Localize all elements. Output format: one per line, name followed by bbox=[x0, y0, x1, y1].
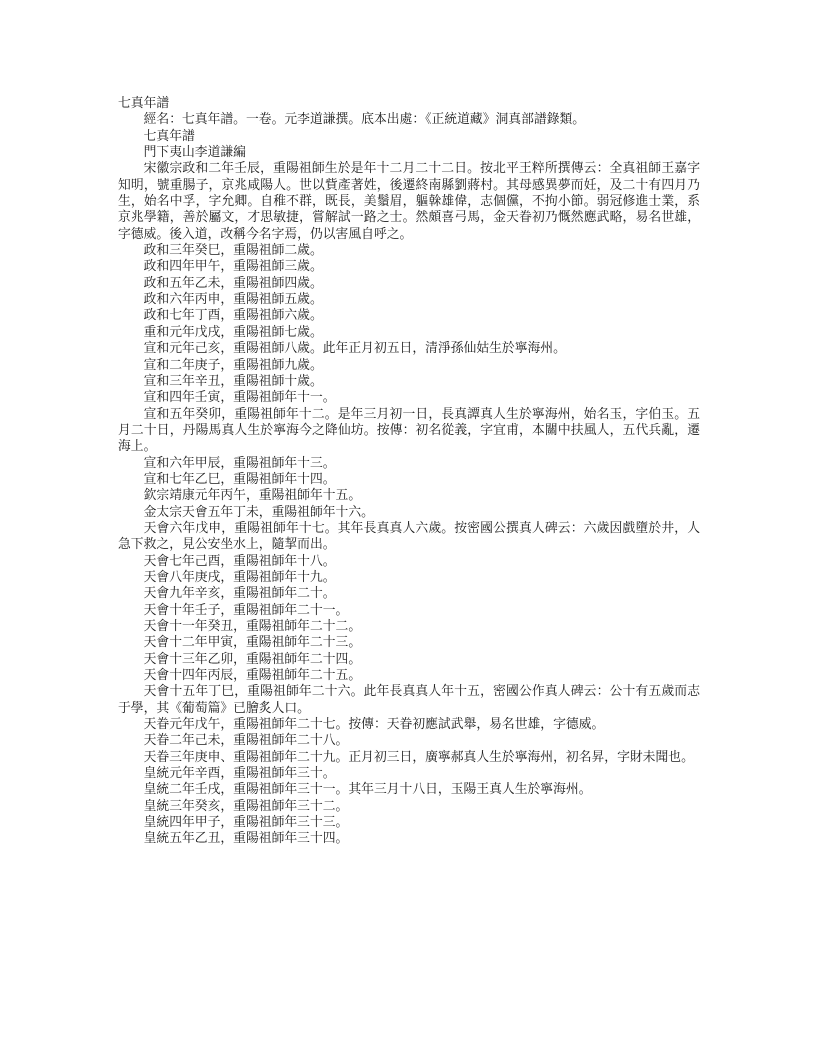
entry-tianhui-13: 天會十三年乙卯，重陽祖師年二十四。 bbox=[143, 651, 362, 667]
entry-huangtong-4: 皇統四年甲子，重陽祖師年三十三。 bbox=[143, 815, 349, 831]
entry-huangtong-5: 皇統五年乙丑，重陽祖師年三十四。 bbox=[143, 831, 349, 847]
document-body bbox=[118, 96, 700, 848]
entry-zhenghe-3: 政和三年癸巳，重陽祖師二歲。 bbox=[143, 243, 323, 259]
entry-zhenghe-6: 政和六年丙申，重陽祖師五歲。 bbox=[143, 292, 323, 308]
entry-tianhui-12: 天會十二年甲寅，重陽祖師年二十三。 bbox=[143, 635, 362, 651]
entry-tianjuan-3: 天眷三年庚申、重陽祖師年二十九。正月初三日，廣寧郝真人生於寧海州，初名昇，字財未聞也。 bbox=[143, 749, 694, 765]
entry-tianhui-8: 天會八年庚戌，重陽祖師年十九。 bbox=[143, 569, 336, 585]
entry-zhenghe-4: 政和四年甲午，重陽祖師三歲。 bbox=[143, 259, 323, 275]
entry-xuanhe-6: 宣和六年甲辰，重陽祖師年十三。 bbox=[143, 455, 336, 471]
scripture-info: 經名：七真年譜。一卷。元李道謙撰。底本出處：《正統道藏》洞真部譜錄類。 bbox=[143, 112, 586, 128]
compiler-line: 門下夷山李道謙編 bbox=[143, 145, 246, 161]
entry-huangtong-2: 皇統二年壬戌，重陽祖師年三十一。其年三月十八日，玉陽王真人生於寧海州。 bbox=[143, 782, 592, 798]
entry-tianjuan-1: 天眷元年戊午，重陽祖師年二十七。按傳：天眷初應試武舉，易名世雄，字德威。 bbox=[143, 717, 605, 733]
entry-chonghe-1: 重和元年戊戌，重陽祖師七歲。 bbox=[143, 324, 323, 340]
entry-tianhui-5: 金太宗天會五年丁未，重陽祖師年十六。 bbox=[143, 504, 374, 520]
entry-zhenghe-5: 政和五年乙未，重陽祖師四歲。 bbox=[143, 275, 323, 291]
entry-xuanhe-1: 宣和元年己亥，重陽祖師八歲。此年正月初五日，清淨孫仙姑生於寧海州。 bbox=[143, 341, 566, 357]
entry-tianhui-7: 天會七年己酉，重陽祖師年十八。 bbox=[143, 553, 336, 569]
entry-zhenghe-7: 政和七年丁酉，重陽祖師六歲。 bbox=[143, 308, 323, 324]
entry-tianhui-9: 天會九年辛亥，重陽祖師年二十。 bbox=[143, 586, 336, 602]
entry-tianhui-15: 天會十五年丁巳，重陽祖師年二十六。此年長真真人年十五，密國公作真人碑云：公十有五歲而志于學，其《葡萄篇》已膾炙人口。 bbox=[118, 684, 700, 716]
entry-zhenghe-2: 宋徽宗政和二年壬辰，重陽祖師生於是年十二月二十二日。按北平王粹所撰傳云：全真祖師王嘉字知明，號重腸子，京兆咸陽人。世以貲產著姓，後遷終南縣劉蔣村。其母感異夢而妊，及二十有四月乃生，始名中孚，字允卿。自稚不群，既長，美鬚眉，軀榦雄偉，志個儻，不拘小節。弱冠修進士業，系京兆學籍，善於屬文，才思敏捷，嘗解試一路之士。然頗喜弓馬，金天眷初乃慨然應武略，易名世雄，字德威。後入道，改稱今名字焉，仍以害風自呼之。 bbox=[118, 161, 700, 242]
heading-top: 七真年譜 bbox=[118, 96, 170, 111]
entry-tianjuan-2: 天眷二年己未，重陽祖師年二十八。 bbox=[143, 733, 349, 749]
entry-huangtong-3: 皇統三年癸亥，重陽祖師年三十二。 bbox=[143, 798, 349, 814]
entry-xuanhe-7: 宣和七年乙巳，重陽祖師年十四。 bbox=[143, 471, 336, 487]
entry-xuanhe-4: 宣和四年壬寅，重陽祖師年十一。 bbox=[143, 390, 336, 406]
heading-inner: 七真年譜 bbox=[143, 128, 195, 144]
entry-tianhui-10: 天會十年壬子，重陽祖師年二十一。 bbox=[143, 602, 349, 618]
entry-huangtong-1: 皇統元年辛酉，重陽祖師年三十。 bbox=[143, 766, 336, 782]
entry-xuanhe-5: 宣和五年癸卯，重陽祖師年十二。是年三月初一日，長真譚真人生於寧海州，始名玉，字伯玉。五月二十日，丹陽馬真人生於寧海今之降仙坊。按傳：初名從義，字宜甫，本關中扶風人，五代兵亂，遷海上。 bbox=[118, 406, 700, 455]
entry-xuanhe-2: 宣和二年庚子，重陽祖師九歲。 bbox=[143, 357, 323, 373]
entry-tianhui-6: 天會六年戊申，重陽祖師年十七。其年長真真人六歲。按密國公撰真人碑云：六歲因戲墮於井，人急下救之，見公安坐水上，隨挈而出。 bbox=[118, 520, 700, 553]
entry-tianhui-14: 天會十四年丙辰，重陽祖師年二十五。 bbox=[143, 668, 362, 684]
entry-jingkang-1: 欽宗靖康元年丙午，重陽祖師年十五。 bbox=[143, 488, 362, 504]
entry-tianhui-11: 天會十一年癸丑，重陽祖師年二十二。 bbox=[143, 619, 362, 634]
entry-xuanhe-3: 宣和三年辛丑，重陽祖師十歲。 bbox=[143, 373, 323, 389]
